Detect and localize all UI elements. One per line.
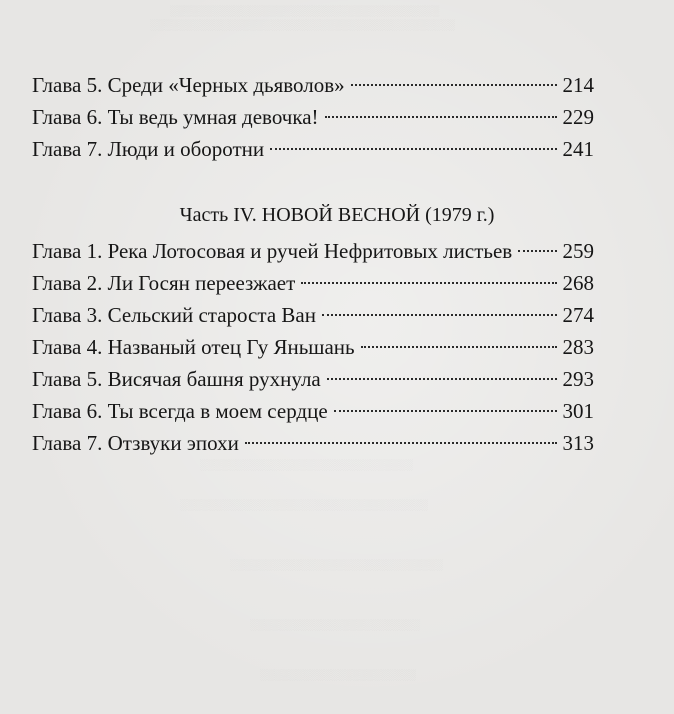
toc-part3-list xyxy=(32,69,594,165)
show-through-text: ░░░░░░░░░░░░░░░░░░░░░░░░░░░░░░░░░░░░░░░░░░░ xyxy=(150,20,455,31)
toc-entry-title: Глава 4. Названый отец Гу Яньшань xyxy=(32,335,355,359)
toc-entry-page: 268 xyxy=(562,271,594,295)
toc-entry-title: Глава 6. Ты ведь умная девочка! xyxy=(32,105,319,129)
dot-leader xyxy=(327,378,557,380)
toc-entry-title: Глава 5. Среди «Черных дьяволов» xyxy=(32,73,345,97)
toc-entry-page: 259 xyxy=(562,239,594,263)
dot-leader xyxy=(301,282,556,284)
dot-leader xyxy=(325,116,557,118)
toc-entry[interactable] xyxy=(32,101,594,133)
toc-entry-page: 214 xyxy=(562,73,594,97)
dot-leader xyxy=(245,442,557,444)
toc-entry-title: Глава 1. Река Лотосовая и ручей Нефритовых листьев xyxy=(32,239,513,263)
toc-entry[interactable] xyxy=(32,299,594,331)
show-through-text: ░░░░░░░░░░░░░░░░░░░░░░░░░░░░░░ xyxy=(200,460,413,471)
toc-entry-page: 274 xyxy=(562,303,594,327)
toc-entry-title: Глава 7. Отзвуки эпохи xyxy=(32,431,239,455)
toc-entry[interactable] xyxy=(32,331,594,363)
toc-entry-page: 241 xyxy=(562,137,594,161)
toc-entry-title: Глава 5. Висячая башня рухнула xyxy=(32,367,321,391)
toc-entry-page: 229 xyxy=(562,105,594,129)
toc-entry[interactable] xyxy=(32,235,594,267)
show-through-text: ░░░░░░░░░░░░░░░░░░░░░░░░░░░░░░ xyxy=(230,560,443,571)
toc-entry-title: Глава 6. Ты всегда в моем сердце xyxy=(32,399,328,423)
toc-entry-title: Глава 3. Сельский староста Ван xyxy=(32,303,316,327)
toc-entry-page: 313 xyxy=(562,431,594,455)
toc-entry-page: 283 xyxy=(562,335,594,359)
toc-part4-list xyxy=(32,235,594,459)
dot-leader xyxy=(361,346,557,348)
toc-entry[interactable] xyxy=(32,133,594,165)
dot-leader xyxy=(322,314,557,316)
show-through-text: ░░░░░░░░░░░░░░░░░░░░░░ xyxy=(260,670,416,681)
dot-leader xyxy=(334,410,557,412)
toc-entry[interactable] xyxy=(32,427,594,459)
toc-entry[interactable] xyxy=(32,267,594,299)
show-through-text: ░░░░░░░░░░░░░░░░░░░░░░░░ xyxy=(250,620,421,631)
toc-entry[interactable] xyxy=(32,363,594,395)
toc-entry[interactable] xyxy=(32,395,594,427)
toc-entry[interactable] xyxy=(32,69,594,101)
show-through-text: ░░░░░░░░░░░░░░░░░░░░░░░░░░░░░░░░░░░ xyxy=(180,500,428,511)
toc-entry-title: Глава 2. Ли Госян переезжает xyxy=(32,271,296,295)
toc-entry-title: Глава 7. Люди и оборотни xyxy=(32,137,265,161)
toc-entry-page: 301 xyxy=(562,399,594,423)
dot-leader xyxy=(351,84,557,86)
toc-entry-page: 293 xyxy=(562,367,594,391)
dot-leader xyxy=(270,148,556,150)
part-heading: Часть IV. НОВОЙ ВЕСНОЙ (1979 г.) xyxy=(179,204,495,226)
show-through-text: ░░░░░░░░░░░░░░░░░░░░░░░░░░░░░░░░░░░░░░ xyxy=(170,6,440,17)
dot-leader xyxy=(518,250,556,252)
